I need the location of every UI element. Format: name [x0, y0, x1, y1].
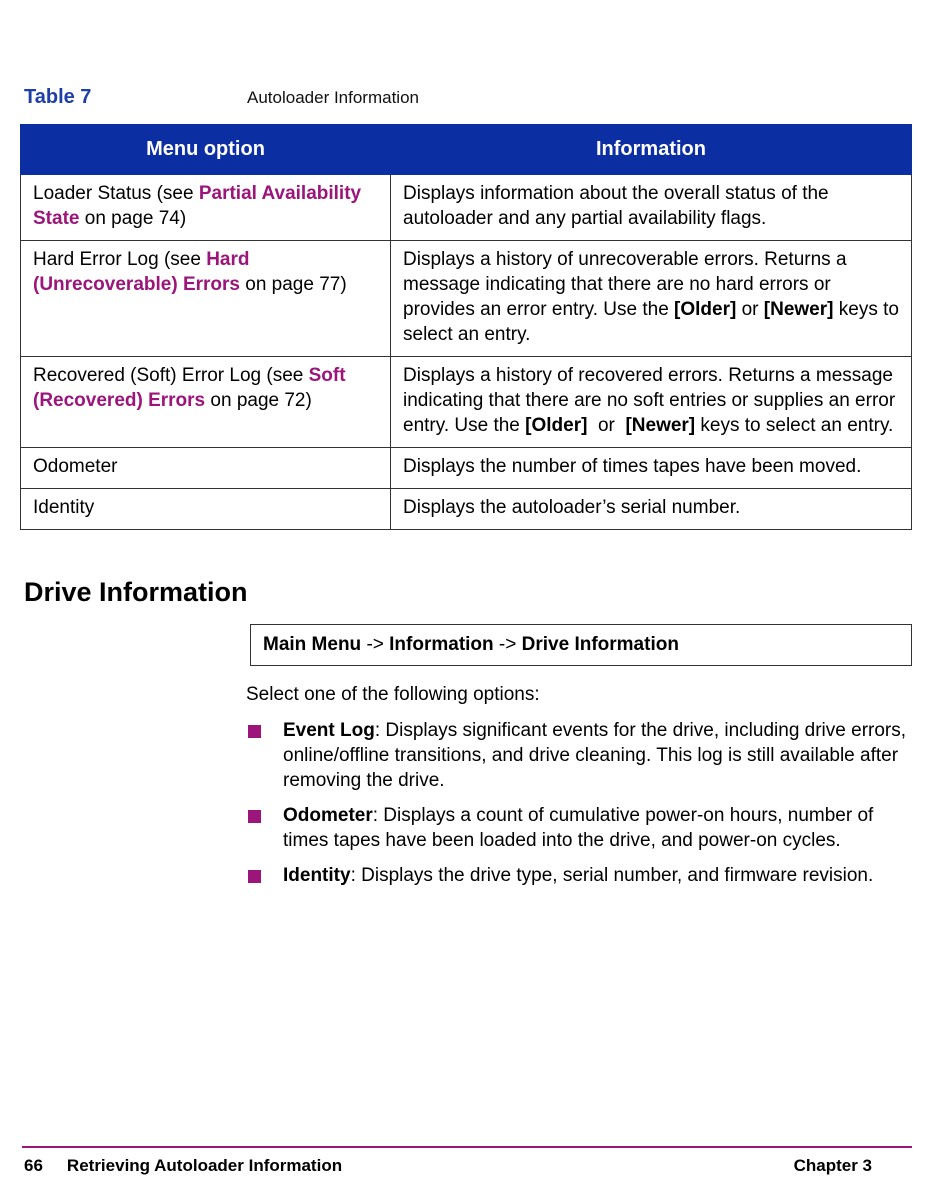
footer-chapter: Chapter 3: [793, 1156, 872, 1175]
soft-errors-link[interactable]: Soft (Recovered) Errors: [33, 365, 346, 411]
table-header-row: [21, 125, 912, 175]
footer-left: [24, 1156, 342, 1176]
hard-errors-link[interactable]: Hard (Unrecoverable) Errors: [33, 249, 250, 295]
partial-availability-state-link[interactable]: Partial Availability State: [33, 183, 362, 229]
menu-path-box: Main Menu -> Information -> Drive Information: [250, 624, 912, 666]
menu-option-cell: Loader Status (see Partial Availability State on page 74): [21, 175, 391, 241]
information-cell: Displays information about the overall status of the autoloader and any partial availability flags.: [391, 175, 912, 241]
menu-option-cell: Hard Error Log (see Hard (Unrecoverable) Errors on page 77): [21, 241, 391, 357]
table-title: Autoloader Information: [247, 88, 419, 107]
menu-option-cell: Recovered (Soft) Error Log (see Soft (Recovered) Errors on page 72): [21, 357, 391, 448]
footer-divider: [22, 1146, 912, 1148]
menu-option-cell: Odometer: [21, 448, 391, 489]
information-cell: Displays the autoloader’s serial number.: [391, 489, 912, 530]
square-bullet-icon: [248, 870, 261, 883]
newer-key: [Newer]: [763, 299, 834, 320]
information-cell: Displays the number of times tapes have been moved.: [391, 448, 912, 489]
table-number: Table 7: [24, 86, 92, 108]
column-header-information: Information: [391, 125, 912, 175]
section-heading: Drive Information: [24, 577, 248, 607]
information-cell: Displays a history of unrecoverable errors. Returns a message indicating that there are no hard errors or provides an error entry. Use the [Older] or [Newer] keys to select an entry.: [391, 241, 912, 357]
list-item: Odometer: Displays a count of cumulative power-on hours, number of times tapes have been loaded into the drive, and power-on cycles.: [246, 803, 910, 853]
options-list: [246, 718, 910, 898]
list-item: Event Log: Displays significant events for the drive, including drive errors, online/offline transitions, and drive cleaning. This log is still available after removing the drive.: [246, 718, 910, 793]
table-row: [21, 175, 912, 241]
information-cell: Displays a history of recovered errors. Returns a message indicating that there are no soft entries or supplies an error entry. Use the [Older] or [Newer] keys to select an entry.: [391, 357, 912, 448]
older-key: [Older]: [674, 299, 737, 320]
list-item: Identity: Displays the drive type, serial number, and firmware revision.: [246, 863, 910, 888]
table-caption: [24, 86, 904, 112]
page-number: 66: [24, 1156, 43, 1175]
older-key: [Older]: [525, 415, 588, 436]
square-bullet-icon: [248, 810, 261, 823]
intro-text: Select one of the following options:: [246, 684, 540, 705]
table-row: [21, 489, 912, 530]
table-row: [21, 357, 912, 448]
square-bullet-icon: [248, 725, 261, 738]
autoloader-information-table: [20, 124, 912, 530]
menu-option-cell: Identity: [21, 489, 391, 530]
table-row: [21, 241, 912, 357]
newer-key: [Newer]: [625, 415, 696, 436]
footer-title: Retrieving Autoloader Information: [66, 1156, 343, 1175]
column-header-menu-option: Menu option: [21, 125, 391, 175]
table-row: [21, 448, 912, 489]
